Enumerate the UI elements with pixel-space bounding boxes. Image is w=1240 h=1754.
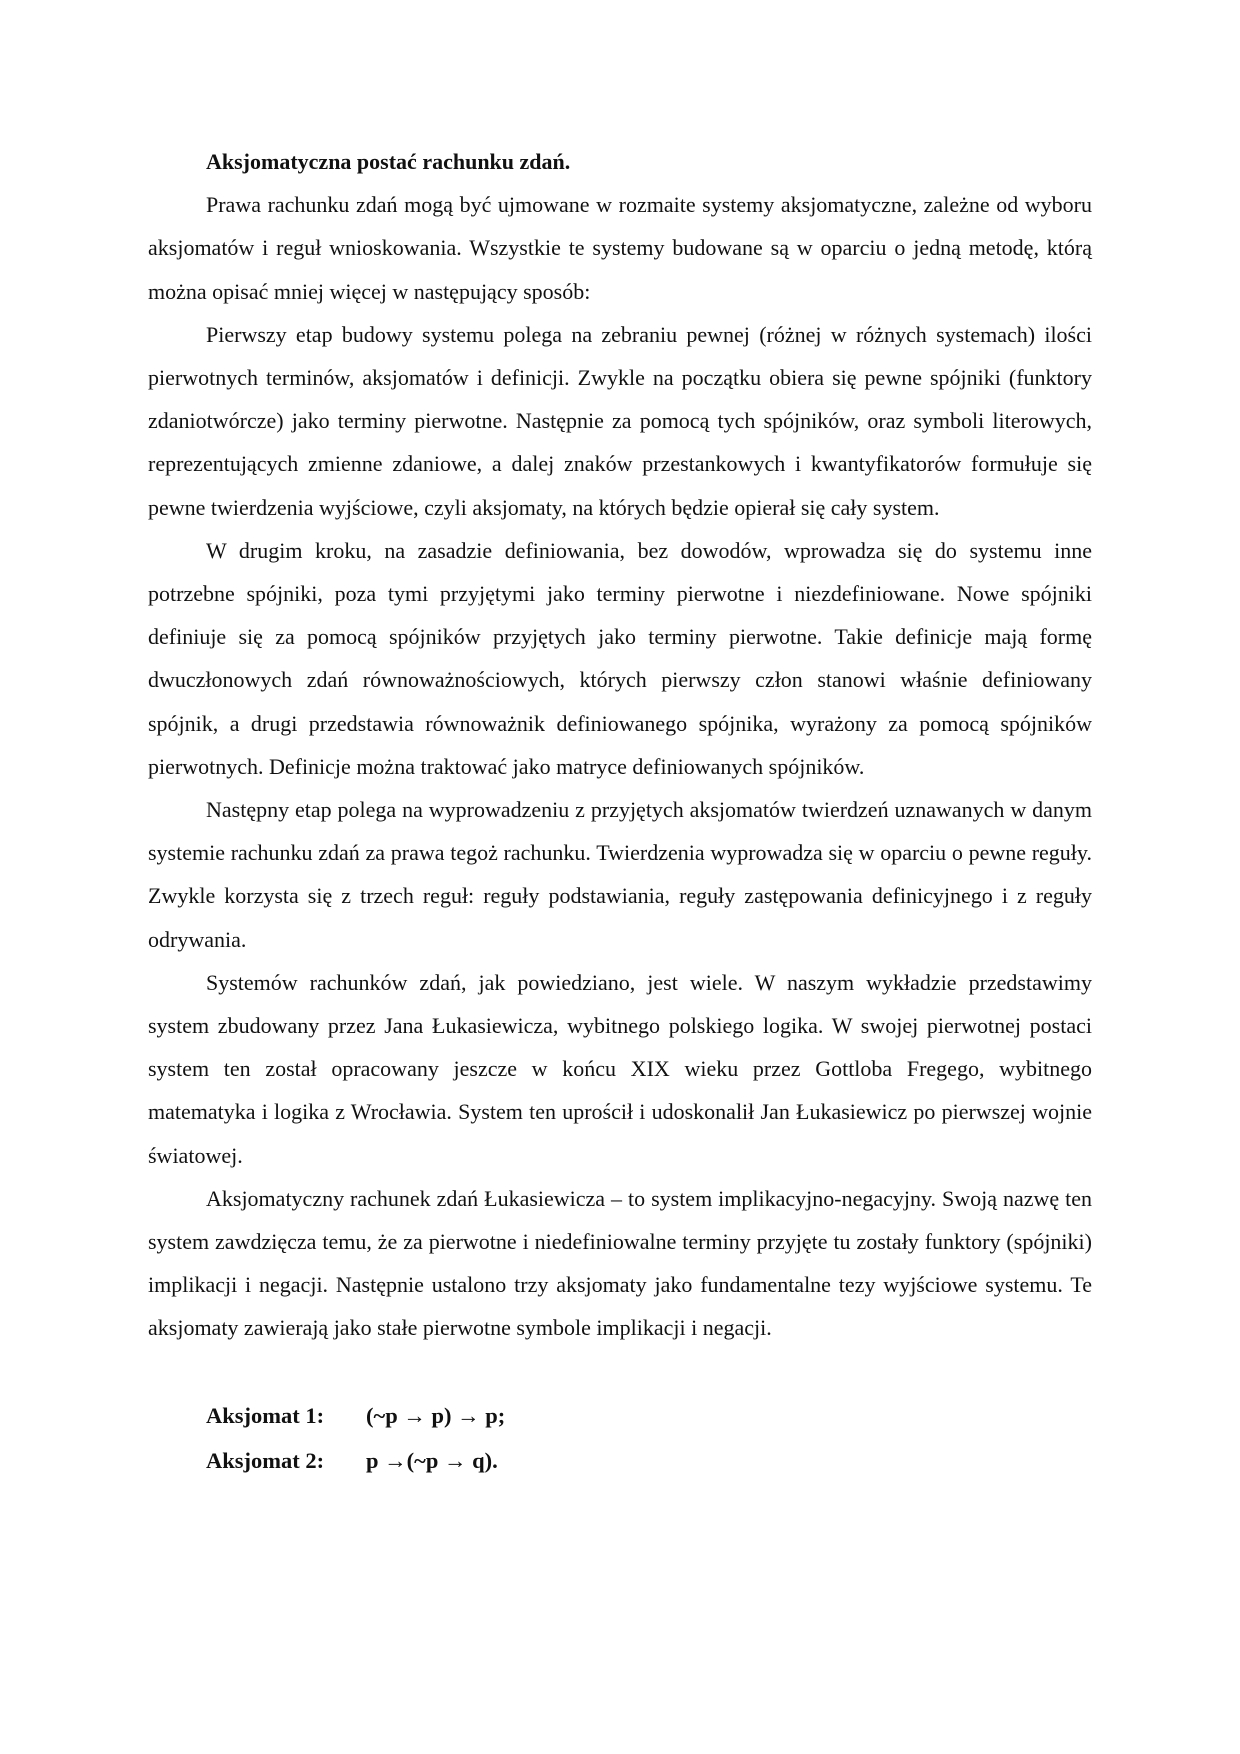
axiom-2-label: Aksjomat 2: [206,1447,325,1473]
document-title: Aksjomatyczna postać rachunku zdań. [206,149,571,174]
paragraph-intro: Prawa rachunku zdań mogą być ujmowane w rozmaite systemy aksjomatyczne, zależne od wyboru aksjomatów i reguł wnioskowania. Wszystkie te systemy budowane są w oparciu o jedną metodę, którą można opisać mniej więcej w następujący sposób: [148,192,1092,304]
axiom-1-formula: (~p → p) → p; [366,1402,506,1428]
document-page [148,140,1092,1483]
axiom-2 [148,1438,1092,1483]
paragraph-lukasiewicz: Aksjomatyczny rachunek zdań Łukasiewicza – to system implikacyjno-negacyjny. Swoją nazwę ten system zawdzięcza temu, że za pierwotne i niedefiniowalne terminy przyjęte tu zostały funktory (spójniki) implikacji i negacji. Następnie ustalono trzy aksjomaty jako fundamentalne tezy wyjściowe systemu. Te aksjomaty zawierają jako stałe pierwotne symbole implikacji i negacji. [148,1185,1092,1341]
axioms-spacer [148,1350,1092,1393]
paragraph-systems: Systemów rachunków zdań, jak powiedziano, jest wiele. W naszym wykładzie przedstawimy system zbudowany przez Jana Łukasiewicza, wybitnego polskiego logika. W swojej pierwotnej postaci system ten został opracowany jeszcze w końcu XIX wieku przez Gottloba Fregego, wybitnego matematyka i logika z Wrocławia. System ten uprościł i udoskonalił Jan Łukasiewicz po pierwszej wojnie światowej. [148,969,1092,1168]
paragraph-second-step: W drugim kroku, na zasadzie definiowania, bez dowodów, wprowadza się do systemu inne potrzebne spójniki, poza tymi przyjętymi jako terminy pierwotne i niezdefiniowane. Nowe spójniki definiuje się za pomocą spójników przyjętych jako terminy pierwotne. Takie definicje mają formę dwuczłonowych zdań równoważnościowych, których pierwszy człon stanowi właśnie definiowany spójnik, a drugi przedstawia równoważnik definiowanego spójnika, wyrażony za pomocą spójników pierwotnych. Definicje można traktować jako matryce definiowanych spójników. [148,537,1092,779]
paragraph-first-stage: Pierwszy etap budowy systemu polega na zebraniu pewnej (różnej w różnych systemach) ilości pierwotnych terminów, aksjomatów i definicji. Zwykle na początku obiera się pewne spójniki (funktory zdaniotwórcze) jako terminy pierwotne. Następnie za pomocą tych spójników, oraz symboli literowych, reprezentujących zmienne zdaniowe, a dalej znaków przestankowych i kwantyfikatorów formułuje się pewne twierdzenia wyjściowe, czyli aksjomaty, na których będzie opierał się cały system. [148,321,1092,520]
axiom-2-formula: p →(~p → q). [366,1447,498,1473]
axiom-1-label: Aksjomat 1: [206,1402,325,1428]
axiom-1 [148,1393,1092,1438]
paragraph-next-stage: Następny etap polega na wyprowadzeniu z przyjętych aksjomatów twierdzeń uznawanych w danym systemie rachunku zdań za prawa tegoż rachunku. Twierdzenia wyprowadza się w oparciu o pewne reguły. Zwykle korzysta się z trzech reguł: reguły podstawiania, reguły zastępowania definicyjnego i z reguły odrywania. [148,797,1092,952]
